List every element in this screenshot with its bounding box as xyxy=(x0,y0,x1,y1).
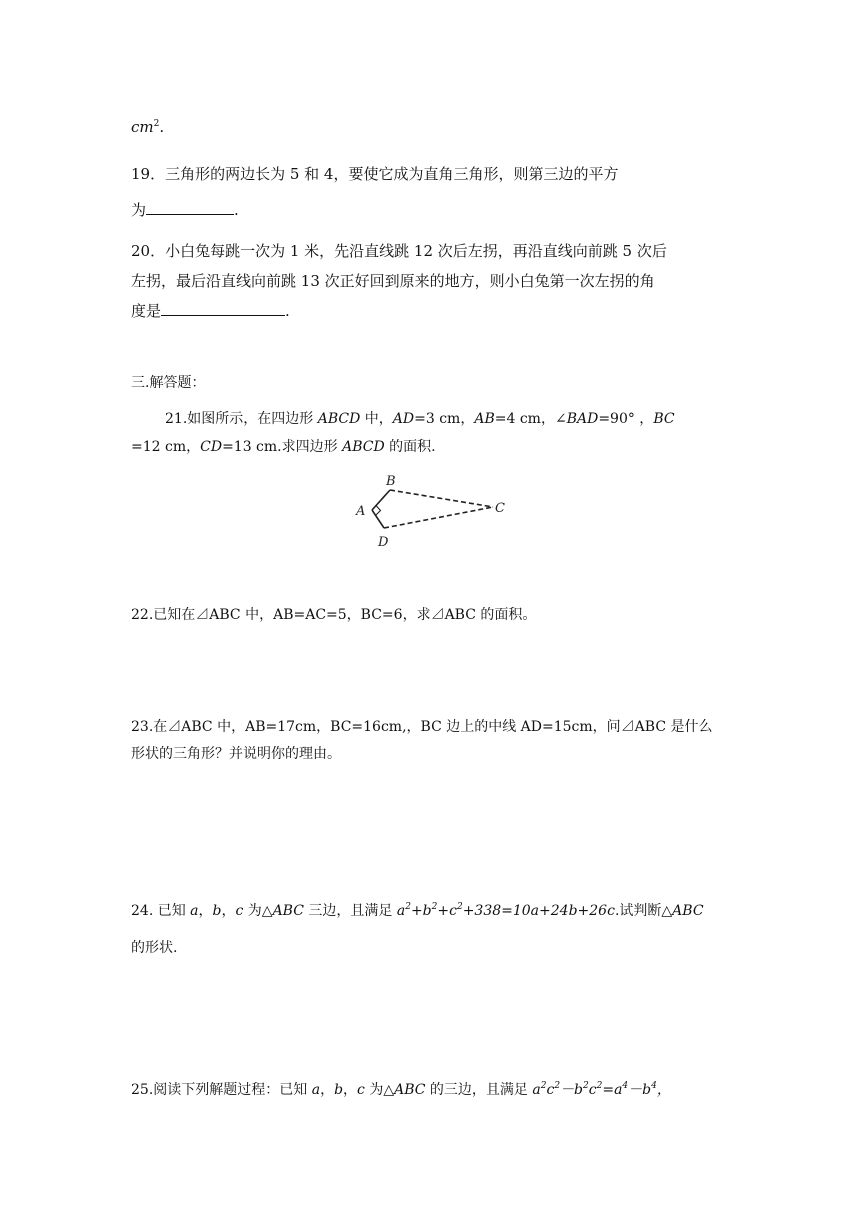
q25-eq-2: c xyxy=(546,1082,555,1098)
q21-var-ab: AB xyxy=(474,411,495,427)
q24-eq-4: +338=10a+24b+26c xyxy=(462,903,615,919)
q24-line1 xyxy=(131,900,704,922)
q24-comma-1: ， xyxy=(198,903,213,919)
q24-text-4: .试判断△ xyxy=(614,903,673,919)
q21-var-bc: BC xyxy=(653,411,675,427)
q21-var-abcd: ABCD xyxy=(317,411,361,427)
label-d: D xyxy=(378,535,389,550)
q19-prefix: 为 xyxy=(131,201,147,219)
q25-eq-exp-1: 2 xyxy=(540,1081,547,1091)
q23-line2: 形状的三角形？并说明你的理由。 xyxy=(131,746,341,762)
q19-line1: 19．三角形的两边长为 5 和 4，要使它成为直角三角形，则第三边的平方 xyxy=(131,165,619,183)
q25-eq-exp-3: 2 xyxy=(583,1081,589,1091)
q24-eq-exp-1: 2 xyxy=(405,902,411,912)
q25-var-abc: ABC xyxy=(394,1082,426,1098)
q25-line1 xyxy=(131,1079,671,1101)
q24-var-abc-2: ABC xyxy=(672,903,704,919)
right-angle-mark xyxy=(376,506,381,516)
q21-line2 xyxy=(131,436,436,458)
q24-eq-exp-2: 2 xyxy=(431,902,438,912)
q21-text-7: =13 cm.求四边形 xyxy=(222,439,343,455)
q21-text-8: 的面积. xyxy=(384,439,436,455)
edge-dc xyxy=(384,507,493,528)
unit-exponent: 2 xyxy=(153,119,160,129)
q25-eq-exp-5: 4 xyxy=(622,1081,629,1091)
q24-eq-3: +c xyxy=(437,903,457,919)
q23-line1: 23.在⊿ABC 中，AB=17cm，BC=16cm,，BC 边上的中线 AD=15cm，问⊿ABC 是什么 xyxy=(131,719,713,735)
q21-var-ad: AD xyxy=(392,411,415,427)
q25-eq-4: c xyxy=(588,1082,597,1098)
q25-var-b: b xyxy=(334,1082,344,1098)
q21-line1 xyxy=(165,408,675,430)
q21-text-1: 21.如图所示，在四边形 xyxy=(165,411,318,427)
q25-text-2: 为△ xyxy=(364,1082,395,1098)
q25-eq-exp-2: 2 xyxy=(554,1081,561,1091)
quadrilateral-figure xyxy=(350,468,520,550)
q21-text-2: 中， xyxy=(360,411,393,427)
q25-text-1: 25.阅读下列解题过程：已知 xyxy=(131,1082,312,1098)
q21-var-abcd-2: ABCD xyxy=(342,439,385,455)
q21-var-cd: CD xyxy=(200,439,223,455)
q25-eq-exp-4: 2 xyxy=(596,1081,603,1091)
q25-eq-7: ， xyxy=(656,1082,671,1098)
q24-var-b: b xyxy=(212,903,222,919)
q25-eq-6: －b xyxy=(628,1082,652,1098)
q25-var-c: c xyxy=(357,1082,365,1098)
q24-eq-1: a xyxy=(396,903,406,919)
q24-text-1: 24. 已知 xyxy=(131,903,191,919)
label-b: B xyxy=(386,474,396,489)
section-title: 三.解答题： xyxy=(131,375,206,391)
top-unit xyxy=(131,116,164,138)
q25-text-3: 的三边，且满足 xyxy=(425,1082,533,1098)
q24-text-2: 为△ xyxy=(243,903,273,919)
q25-eq-3: －b xyxy=(560,1082,584,1098)
q22-text: 22.已知在⊿ABC 中，AB=AC=5，BC=6，求⊿ABC 的面积。 xyxy=(131,607,537,623)
q19-suffix: . xyxy=(234,201,239,219)
q19-line2 xyxy=(131,199,239,221)
q24-var-abc: ABC xyxy=(272,903,304,919)
q25-eq-exp-6: 4 xyxy=(651,1081,657,1091)
q24-eq-2: +b xyxy=(410,903,432,919)
q19-answer-blank[interactable] xyxy=(146,200,234,215)
edge-ab xyxy=(372,490,390,510)
unit-end: . xyxy=(159,118,165,136)
q25-eq-1: a xyxy=(532,1082,541,1098)
q24-eq-exp-3: 2 xyxy=(456,902,463,912)
q25-eq-5: =a xyxy=(602,1082,623,1098)
q20-line2: 左拐，最后沿直线向前跳 13 次正好回到原来的地方，则小白兔第一次左拐的角 xyxy=(131,272,655,290)
q25-comma-1: ， xyxy=(320,1082,335,1098)
q21-text-4: =4 cm，∠ xyxy=(494,411,567,427)
edge-bc xyxy=(390,490,493,507)
label-c: C xyxy=(495,501,505,516)
q20-answer-blank[interactable] xyxy=(161,301,285,316)
q24-line2: 的形状. xyxy=(131,940,178,956)
q21-var-bad: BAD xyxy=(566,411,599,427)
q24-text-3: 三边，且满足 xyxy=(303,903,397,919)
q20-prefix: 度是 xyxy=(131,302,162,320)
q24-var-a: a xyxy=(190,903,199,919)
q21-text-3: =3 cm， xyxy=(414,411,475,427)
label-a: A xyxy=(356,504,366,519)
q25-equation xyxy=(532,1082,670,1098)
q20-suffix: . xyxy=(285,302,290,320)
q25-comma-2: ， xyxy=(343,1082,358,1098)
q21-text-6: =12 cm， xyxy=(131,439,201,455)
q20-line1: 20．小白兔每跳一次为 1 米，先沿直线跳 12 次后左拐，再沿直线向前跳 5 次后 xyxy=(131,242,667,260)
q24-var-c: c xyxy=(235,903,244,919)
q20-line3 xyxy=(131,300,290,322)
q24-equation xyxy=(397,903,615,919)
q25-var-a: a xyxy=(311,1082,321,1098)
unit-base: cm xyxy=(131,118,154,136)
q21-text-5: =90° ， xyxy=(598,411,654,427)
q24-comma-2: ， xyxy=(221,903,236,919)
